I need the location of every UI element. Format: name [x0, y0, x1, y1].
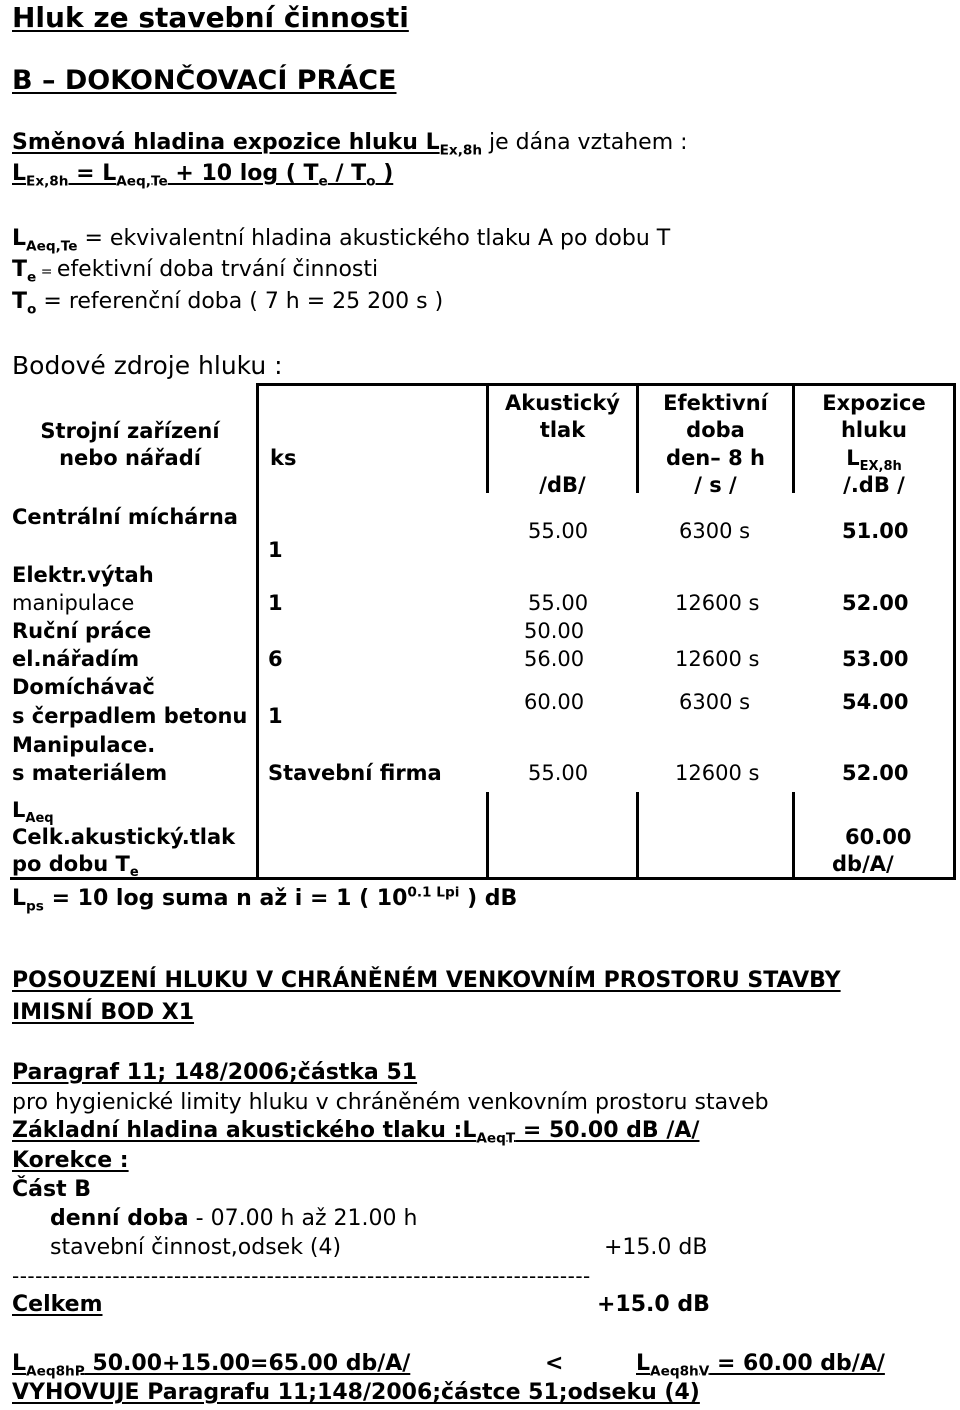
table-row-5-ks: Stavební firma: [268, 761, 442, 785]
section-heading-b: B – DOKONČOVACÍ PRÁCE: [12, 65, 397, 96]
separator-dashes: ---------------------------------------------------------------------------: [12, 1264, 591, 1288]
result-compare: <: [545, 1351, 564, 1376]
table-row-3-ks: 6: [268, 647, 283, 671]
activity-label: stavební činnost,odsek (4): [50, 1235, 342, 1260]
header-acoustic-pressure: Akustický tlak /dB/: [504, 391, 620, 497]
result-left: $L_{Aeq8hP}$ 50.00+15.00=65.00 db/A/: [12, 1351, 411, 1380]
table-row-3-exposure: 53.00: [842, 647, 909, 671]
table-row-3-pressure-a: 50.00: [524, 619, 585, 643]
total-correction-value: +15.0 dB: [597, 1292, 710, 1317]
table-row-2-name-a: Elektr.výtah: [12, 563, 154, 587]
table-row-4-ks: 1: [268, 704, 283, 728]
table-row-2-exposure: 52.00: [842, 591, 909, 615]
corrections-heading: Korekce :: [12, 1148, 129, 1173]
table-row-5-pressure: 55.00: [528, 761, 589, 785]
sources-heading: Bodové zdroje hluku :: [12, 351, 283, 380]
table-row-4-exposure: 54.00: [842, 690, 909, 714]
paragraph-reference: Paragraf 11; 148/2006;částka 51: [12, 1060, 418, 1085]
definition-to: $T_o$ = referenční doba ( 7 h = 25 200 s ): [12, 289, 444, 318]
table-row-2-pressure: 55.00: [528, 591, 589, 615]
assessment-heading: POSOUZENÍ HLUKU V CHRÁNĚNÉM VENKOVNÍM PROSTORU STAVBY: [12, 968, 841, 993]
total-unit: db/A/: [832, 852, 894, 876]
day-time: denní doba - 07.00 h až 21.00 h: [50, 1206, 418, 1231]
table-col-divider-3b: [636, 792, 639, 877]
table-row-2-time: 12600 s: [675, 591, 760, 615]
table-row-3-name-a: Ruční práce: [12, 619, 152, 643]
table-row-1-pressure: 55.00: [528, 519, 589, 543]
table-row-3-time: 12600 s: [675, 647, 760, 671]
lps-formula: $L_{ps} = 10$ log suma n až i = 1 ( $10^{0.1 Lpi}$ ) dB: [12, 884, 518, 915]
page-title: Hluk ze stavební činnosti: [12, 1, 409, 34]
table-row-2-ks: 1: [268, 591, 283, 615]
table-row-1-ks: 1: [268, 538, 283, 562]
table-row-3-pressure-b: 56.00: [524, 647, 585, 671]
verdict: VYHOVUJE Paragrafu 11;148/2006;částce 51;odseku (4): [12, 1380, 700, 1405]
table-row-4-name-b: s čerpadlem betonu: [12, 704, 248, 728]
total-laeq-label: $L_{Aeq}$: [12, 798, 54, 827]
formula-intro: Směnová hladina expozice hluku $L_{Ex,8h}$ je dána vztahem :: [12, 130, 688, 159]
table-row-1-exposure: 51.00: [842, 519, 909, 543]
table-row-5-name-a: Manipulace.: [12, 733, 156, 757]
table-row-4-pressure: 60.00: [524, 690, 585, 714]
total-correction-label: Celkem: [12, 1292, 103, 1317]
total-value: 60.00: [845, 825, 912, 849]
total-label-line3: po dobu $T_e$: [12, 852, 139, 881]
table-row-4-time: 6300 s: [679, 690, 751, 714]
table-row-1-name: Centrální míchárna: [12, 505, 238, 529]
table-row-2-name-b: manipulace: [12, 591, 135, 615]
definition-te: $T_e$ = efektivní doba trvání činnosti: [12, 257, 379, 286]
table-bottom-border: [10, 877, 956, 880]
table-row-5-time: 12600 s: [675, 761, 760, 785]
table-row-1-time: 6300 s: [679, 519, 751, 543]
table-row-5-name-b: s materiálem: [12, 761, 168, 785]
result-right: $L_{Aeq8hV} = 60.00$ db/A/: [636, 1351, 885, 1380]
table-row-4-name-a: Domíchávač: [12, 675, 155, 699]
total-label-line2: Celk.akustický.tlak: [12, 825, 236, 849]
formula-equation: $L_{Ex,8h} = L_{Aeq,Te} + 10$ log ( $T_e / T_o$ ): [12, 161, 394, 190]
header-ks: ks: [270, 446, 297, 470]
header-exposure: Expozice hluku $L_{EX,8h}$ /.dB /: [822, 391, 926, 497]
table-top-border: [256, 383, 956, 386]
activity-value: +15.0 dB: [604, 1235, 708, 1260]
table-row-5-exposure: 52.00: [842, 761, 909, 785]
header-effective-time: Efektivní doba den– 8 h / s /: [663, 391, 768, 497]
table-right-border: [953, 383, 956, 880]
imission-point-heading: IMISNÍ BOD X1: [12, 1000, 195, 1025]
table-col-divider-2b: [486, 792, 489, 877]
definition-laeq: $L_{Aeq,Te}$ = ekvivalentní hladina akustického tlaku A po dobu T: [12, 226, 671, 255]
table-row-3-name-b: el.nářadím: [12, 647, 140, 671]
table-col-divider-1: [256, 383, 259, 877]
part-heading: Část B: [12, 1177, 92, 1202]
base-level: Základní hladina akustického tlaku $:L_{AeqT} = 50.00$ dB /A/: [12, 1118, 700, 1147]
table-col-divider-4b: [792, 792, 795, 877]
limits-text: pro hygienické limity hluku v chráněném venkovním prostoru staveb: [12, 1090, 769, 1115]
header-equipment: Strojní zařízení nebo nářadí: [40, 419, 220, 471]
